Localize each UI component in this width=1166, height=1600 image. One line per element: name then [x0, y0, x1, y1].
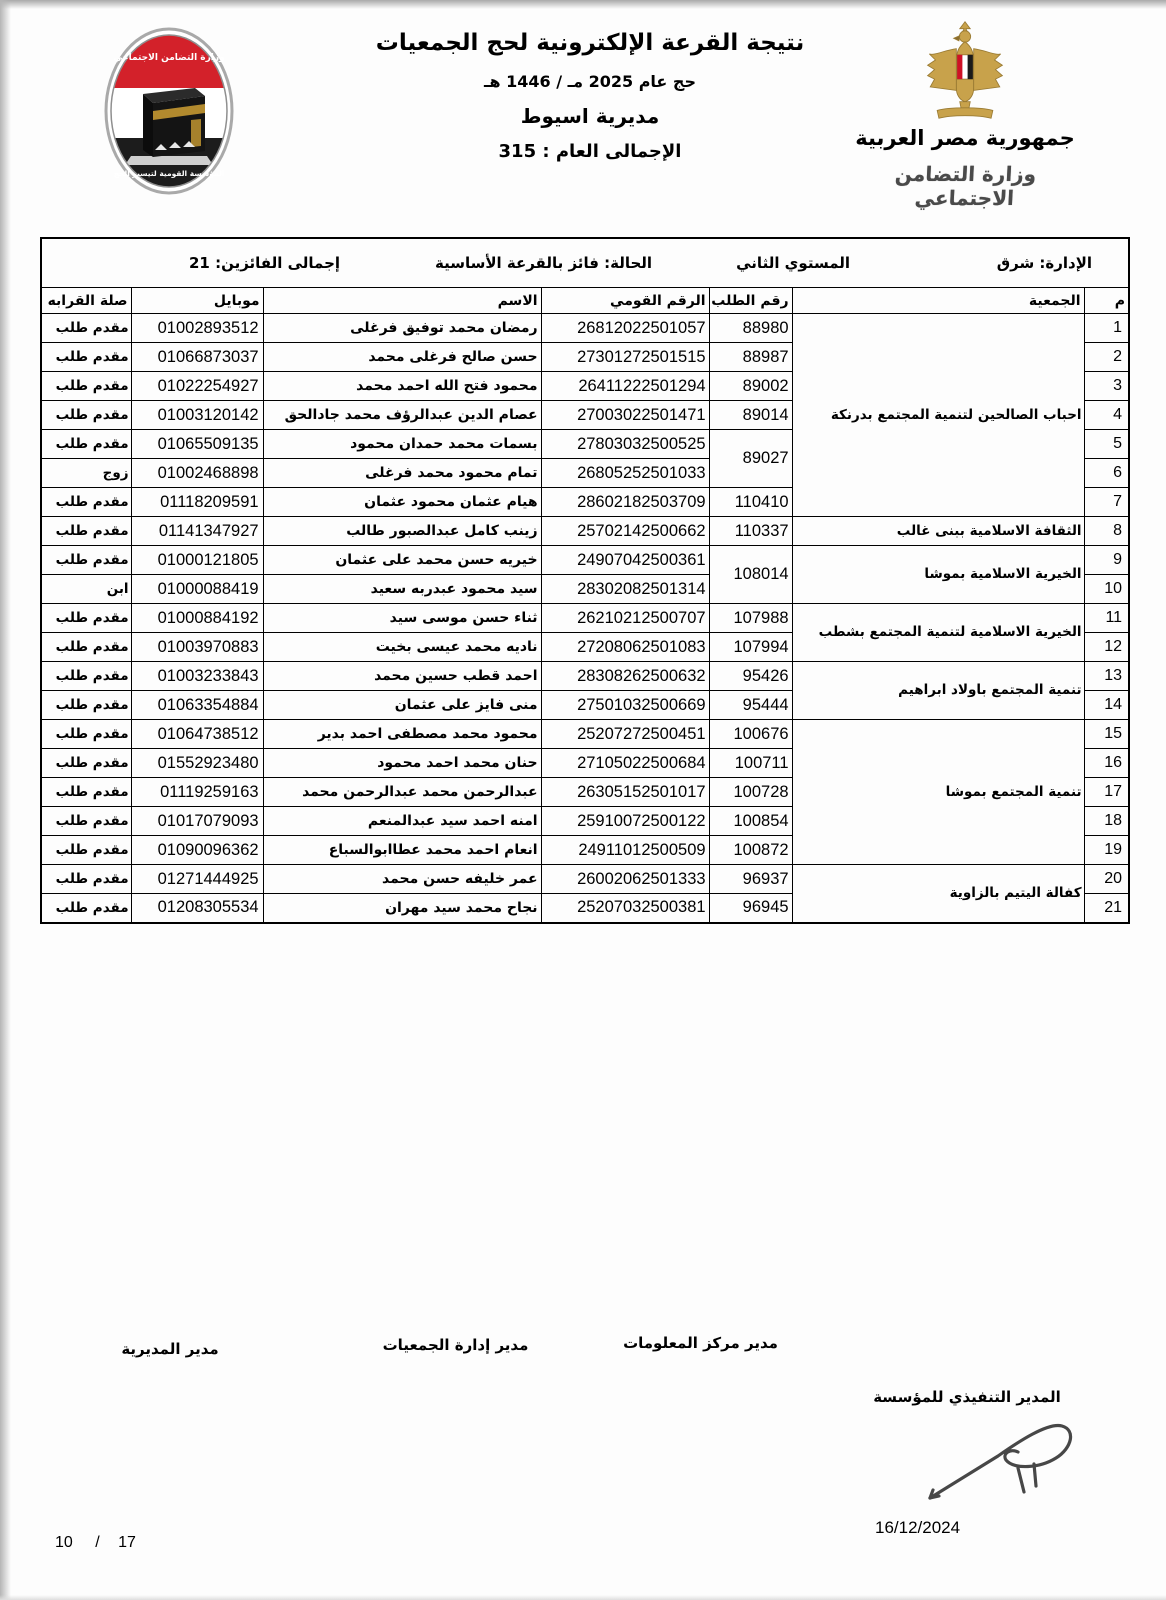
row-number: 2 — [1084, 343, 1129, 372]
badge-bottom-text: المؤسسة القومية لتيسير الحج — [113, 169, 225, 178]
applicant-name: احمد قطب حسين محمد — [263, 662, 541, 691]
applicant-name: هيام عثمان محمود عثمان — [263, 488, 541, 517]
national-id: 26812022501057 — [541, 314, 709, 343]
mobile-number: 01208305534 — [131, 894, 263, 923]
national-id: 27301272501515 — [541, 343, 709, 372]
relation: زوج — [41, 459, 131, 488]
document-title: نتيجة القرعة الإلكترونية لحج الجمعيات — [375, 30, 805, 56]
row-number: 9 — [1084, 546, 1129, 575]
relation: مقدم طلب — [41, 662, 131, 691]
relation: مقدم طلب — [41, 633, 131, 662]
relation: مقدم طلب — [41, 372, 131, 401]
col-header-name: الاسم — [263, 288, 541, 314]
request-number: 110410 — [709, 488, 792, 517]
col-header-index: م — [1084, 288, 1129, 314]
mobile-number: 01003233843 — [131, 662, 263, 691]
applicant-name: عصام الدين عبدالرؤف محمد جادالحق — [263, 401, 541, 430]
national-id: 25207032500381 — [541, 894, 709, 923]
national-id: 28302082501314 — [541, 575, 709, 604]
row-number: 12 — [1084, 633, 1129, 662]
table-row — [41, 662, 1129, 691]
applicant-name: بسمات محمد حمدان محمود — [263, 430, 541, 459]
table-row — [41, 517, 1129, 546]
level-label: المستوي الثاني — [736, 254, 851, 272]
relation: مقدم طلب — [41, 546, 131, 575]
association-name: كفالة اليتيم بالزاوية — [792, 865, 1084, 923]
relation: مقدم طلب — [41, 314, 131, 343]
relation: مقدم طلب — [41, 517, 131, 546]
mobile-number: 01002893512 — [131, 314, 263, 343]
col-header-mobile: موبايل — [131, 288, 263, 314]
photo-edge-left — [0, 0, 11, 1600]
table-body — [41, 238, 1129, 923]
national-id: 26305152501017 — [541, 778, 709, 807]
request-number: 107988 — [709, 604, 792, 633]
relation: مقدم طلب — [41, 401, 131, 430]
relation: مقدم طلب — [41, 749, 131, 778]
page-current: 10 — [55, 1534, 73, 1551]
relation: مقدم طلب — [41, 604, 131, 633]
mobile-number: 01003120142 — [131, 401, 263, 430]
national-id: 27803032500525 — [541, 430, 709, 459]
association-name: الثقافة الاسلامية ببنى غالب — [792, 517, 1084, 546]
request-number: 89002 — [709, 372, 792, 401]
document-header — [330, 30, 850, 162]
row-number: 3 — [1084, 372, 1129, 401]
request-number: 110337 — [709, 517, 792, 546]
applicant-name: رمضان محمد توفيق فرغلى — [263, 314, 541, 343]
request-number: 88980 — [709, 314, 792, 343]
signer-directorate: مدير المديرية — [121, 1340, 219, 1358]
table-row — [41, 546, 1129, 575]
national-id: 25910072500122 — [541, 807, 709, 836]
applicant-name: نجاح محمد سيد مهران — [263, 894, 541, 923]
document-date: 16/12/2024 — [875, 1518, 961, 1537]
mobile-number: 01064738512 — [131, 720, 263, 749]
results-table — [40, 237, 1130, 924]
total-winners-label: إجمالى الفائزين: 21 — [188, 254, 341, 272]
applicant-name: عبدالرحمن محمد عبدالرحمن محمد — [263, 778, 541, 807]
association-name: الخيرية الاسلامية بموشا — [792, 546, 1084, 604]
national-id: 27105022500684 — [541, 749, 709, 778]
mobile-number: 01118209591 — [131, 488, 263, 517]
national-id: 24907042500361 — [541, 546, 709, 575]
row-number: 13 — [1084, 662, 1129, 691]
applicant-name: عمر خليفه حسن محمد — [263, 865, 541, 894]
signer-associations-admin: مدير إدارة الجمعيات — [382, 1336, 529, 1354]
national-id: 27003022501471 — [541, 401, 709, 430]
ministry-name: وزارة التضامن الاجتماعي — [894, 162, 1037, 210]
row-number: 7 — [1084, 488, 1129, 517]
col-header-relation: صلة القرابه — [41, 288, 131, 314]
row-number: 6 — [1084, 459, 1129, 488]
applicant-name: محمود محمد مصطفى احمد بدير — [263, 720, 541, 749]
request-number: 96945 — [709, 894, 792, 923]
association-name: تنمية المجتمع باولاد ابراهيم — [792, 662, 1084, 720]
mobile-number: 01002468898 — [131, 459, 263, 488]
status-label: الحالة: فائز بالقرعة الأساسية — [435, 254, 653, 272]
row-number: 11 — [1084, 604, 1129, 633]
page-separator: / — [95, 1534, 100, 1551]
row-number: 1 — [1084, 314, 1129, 343]
relation: مقدم طلب — [41, 865, 131, 894]
request-number: 95444 — [709, 691, 792, 720]
col-header-association: الجمعية — [792, 288, 1084, 314]
row-number: 21 — [1084, 894, 1129, 923]
mobile-number: 01000884192 — [131, 604, 263, 633]
mobile-number: 01066873037 — [131, 343, 263, 372]
applicant-name: منى فايز على عثمان — [263, 691, 541, 720]
national-id: 25702142500662 — [541, 517, 709, 546]
photo-edge-top — [0, 0, 1166, 9]
kaaba-badge-icon — [103, 26, 235, 196]
republic-name: جمهورية مصر العربية — [855, 126, 1075, 150]
row-number: 18 — [1084, 807, 1129, 836]
relation: مقدم طلب — [41, 691, 131, 720]
ministry-logo — [103, 26, 235, 196]
table-header-row — [41, 288, 1129, 314]
national-id: 28308262500632 — [541, 662, 709, 691]
national-id: 27501032500669 — [541, 691, 709, 720]
photo-edge-bottom — [0, 1595, 1166, 1600]
mobile-number: 01003970883 — [131, 633, 263, 662]
row-number: 20 — [1084, 865, 1129, 894]
relation: ابن — [41, 575, 131, 604]
document-subtitle: حج عام 2025 مـ / 1446 هـ — [483, 72, 696, 91]
relation: مقدم طلب — [41, 720, 131, 749]
applicant-name: حنان محمد احمد محمود — [263, 749, 541, 778]
row-number: 14 — [1084, 691, 1129, 720]
national-id: 26411222501294 — [541, 372, 709, 401]
request-number: 96937 — [709, 865, 792, 894]
applicant-name: تمام محمود محمد فرغلى — [263, 459, 541, 488]
applicant-name: ثناء حسن موسى سيد — [263, 604, 541, 633]
relation: مقدم طلب — [41, 836, 131, 865]
applicant-name: محمود فتح الله احمد محمد — [263, 372, 541, 401]
mobile-number: 01552923480 — [131, 749, 263, 778]
relation: مقدم طلب — [41, 807, 131, 836]
grand-total: الإجمالى العام : 315 — [498, 141, 682, 162]
request-number: 100872 — [709, 836, 792, 865]
row-number: 17 — [1084, 778, 1129, 807]
handwritten-signature-icon — [922, 1412, 1087, 1512]
request-number: 89027 — [709, 430, 792, 488]
mobile-number: 01141347927 — [131, 517, 263, 546]
col-header-national-id: الرقم القومي — [541, 288, 709, 314]
mobile-number: 01000088419 — [131, 575, 263, 604]
request-number: 89014 — [709, 401, 792, 430]
administration-label: الإدارة: شرق — [996, 254, 1093, 272]
egypt-eagle-icon — [855, 20, 1075, 120]
mobile-number: 01090096362 — [131, 836, 263, 865]
state-emblem-block — [855, 20, 1075, 210]
relation: مقدم طلب — [41, 894, 131, 923]
row-number: 8 — [1084, 517, 1129, 546]
relation: مقدم طلب — [41, 430, 131, 459]
mobile-number: 01119259163 — [131, 778, 263, 807]
col-header-request: رقم الطلب — [709, 288, 792, 314]
request-number: 107994 — [709, 633, 792, 662]
relation: مقدم طلب — [41, 343, 131, 372]
row-number: 4 — [1084, 401, 1129, 430]
request-number: 100711 — [709, 749, 792, 778]
mobile-number: 01271444925 — [131, 865, 263, 894]
request-number: 88987 — [709, 343, 792, 372]
national-id: 28602182503709 — [541, 488, 709, 517]
request-number: 100676 — [709, 720, 792, 749]
relation: مقدم طلب — [41, 488, 131, 517]
executive-director-label: المدير التنفيذي للمؤسسة — [873, 1388, 1061, 1406]
mobile-number: 01065509135 — [131, 430, 263, 459]
applicant-name: امنه احمد سيد عبدالمنعم — [263, 807, 541, 836]
row-number: 19 — [1084, 836, 1129, 865]
row-number: 15 — [1084, 720, 1129, 749]
badge-top-text: وزارة التضامن الاجتماعي — [113, 53, 225, 63]
national-id: 26805252501033 — [541, 459, 709, 488]
request-number: 100854 — [709, 807, 792, 836]
association-name: تنمية المجتمع بموشا — [792, 720, 1084, 865]
national-id: 27208062501083 — [541, 633, 709, 662]
table-row — [41, 314, 1129, 343]
signature — [922, 1412, 1087, 1512]
applicant-name: حسن صالح فرغلى محمد — [263, 343, 541, 372]
row-number: 10 — [1084, 575, 1129, 604]
association-name: الخيرية الاسلامية لتنمية المجتمع بشطب — [792, 604, 1084, 662]
applicant-name: انعام احمد محمد عطاابوالسباع — [263, 836, 541, 865]
applicant-name: ناديه محمد عيسى بخيت — [263, 633, 541, 662]
mobile-number: 01000121805 — [131, 546, 263, 575]
page-total: 17 — [118, 1534, 136, 1551]
relation: مقدم طلب — [41, 778, 131, 807]
association-name: احباب الصالحين لتنمية المجتمع بدرنكة — [792, 314, 1084, 517]
request-number: 108014 — [709, 546, 792, 604]
table-row — [41, 720, 1129, 749]
applicant-name: سيد محمود عبدربه سعيد — [263, 575, 541, 604]
request-number: 100728 — [709, 778, 792, 807]
signer-information-center: مدير مركز المعلومات — [623, 1334, 778, 1352]
mobile-number: 01022254927 — [131, 372, 263, 401]
page-number — [55, 1534, 136, 1552]
directorate-name: مديرية اسيوط — [520, 104, 660, 128]
table-row — [41, 604, 1129, 633]
applicant-name: خيريه حسن محمد على عثمان — [263, 546, 541, 575]
mobile-number: 01063354884 — [131, 691, 263, 720]
mobile-number: 01017079093 — [131, 807, 263, 836]
national-id: 25207272500451 — [541, 720, 709, 749]
national-id: 24911012500509 — [541, 836, 709, 865]
request-number: 95426 — [709, 662, 792, 691]
applicant-name: زينب كامل عبدالصبور طالب — [263, 517, 541, 546]
table-row — [41, 865, 1129, 894]
national-id: 26210212500707 — [541, 604, 709, 633]
row-number: 16 — [1084, 749, 1129, 778]
row-number: 5 — [1084, 430, 1129, 459]
table-info-row — [41, 238, 1129, 288]
table-info-cell — [41, 238, 1129, 288]
national-id: 26002062501333 — [541, 865, 709, 894]
